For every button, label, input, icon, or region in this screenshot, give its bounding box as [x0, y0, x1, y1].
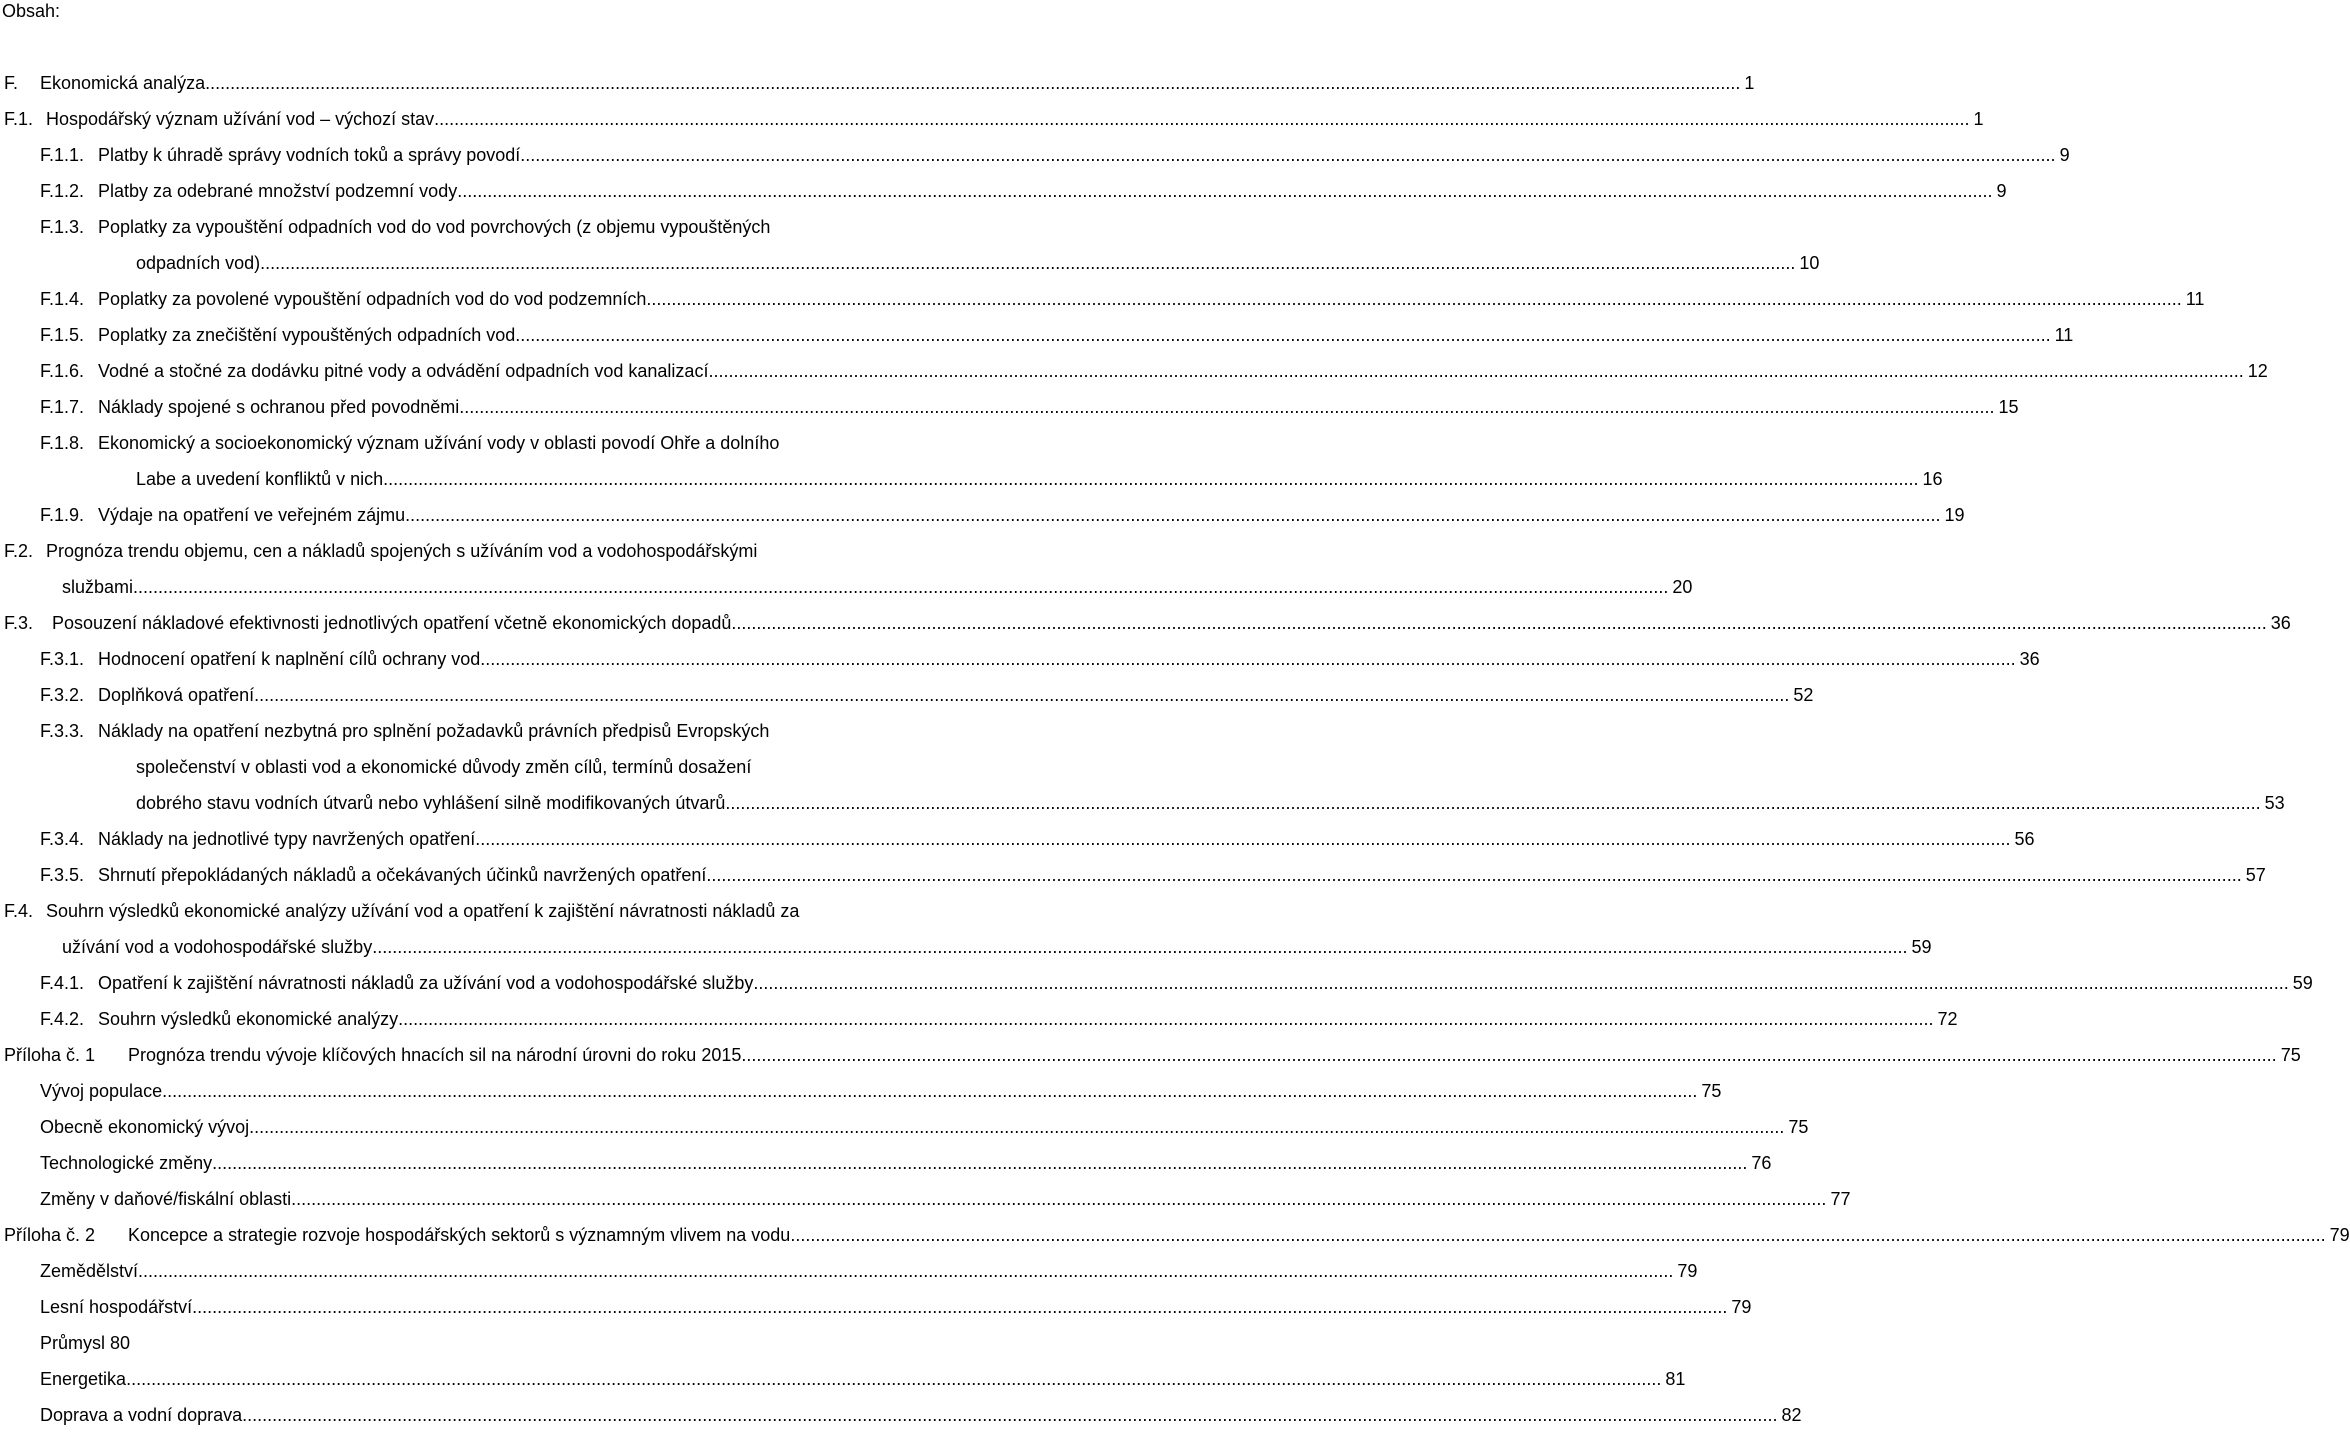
toc-entry[interactable] [40, 1186, 1851, 1212]
toc-entry-title: společenství v oblasti vod a ekonomické důvody změn cílů, termínů dosažení [136, 757, 752, 777]
toc-entry-number: Příloha č. 2 [4, 1225, 96, 1245]
toc-entry-title: Posouzení nákladové efektivnosti jednotlivých opatření včetně ekonomických dopadů [52, 613, 732, 633]
toc-page-number: 59 [2292, 973, 2313, 993]
toc-dot-leader [706, 862, 2241, 888]
toc-entry[interactable] [4, 898, 957, 924]
toc-entry-title: Náklady spojené s ochranou před povodněmi [98, 397, 460, 417]
toc-dot-leader [457, 178, 1992, 204]
toc-dot-leader [205, 70, 1740, 96]
toc-entry-title: Platby za odebrané množství podzemní vody [98, 181, 458, 201]
toc-page-number: 57 [2245, 865, 2266, 885]
toc-dot-leader [790, 1222, 2325, 1248]
toc-entry-number: F.1.7. [40, 397, 85, 417]
toc-page-number: 9 [1996, 181, 2007, 201]
toc-entry[interactable] [4, 106, 1984, 132]
toc-dot-leader [459, 394, 1994, 420]
toc-entry-number: F.1.6. [40, 361, 85, 381]
toc-dot-leader [741, 1042, 2276, 1068]
toc-dot-leader [260, 250, 1795, 276]
toc-entry-title: Labe a uvedení konfliktů v nich [136, 469, 384, 489]
toc-dot-leader [480, 646, 2015, 672]
toc-page-number: 11 [2054, 325, 2074, 345]
toc-entry-title: Zemědělství [40, 1261, 139, 1281]
toc-page-number: 79 [2329, 1225, 2350, 1245]
toc-entry-title: dobrého stavu vodních útvarů nebo vyhlášení silně modifikovaných útvarů [136, 793, 726, 813]
toc-entry[interactable] [40, 1402, 1802, 1428]
toc-page-number: 75 [1788, 1117, 1809, 1137]
toc-page-number: 15 [1998, 397, 2019, 417]
toc-entry-title: Poplatky za povolené vypouštění odpadních vod do vod podzemních [98, 289, 647, 309]
toc-dot-leader [126, 1366, 1661, 1392]
toc-entry[interactable] [136, 754, 957, 780]
toc-entry-number: Příloha č. 1 [4, 1045, 96, 1065]
toc-dot-leader [254, 682, 1789, 708]
toc-dot-leader [708, 358, 2243, 384]
toc-entry[interactable] [40, 1114, 1809, 1140]
toc-entry-title: Doplňková opatření [98, 685, 255, 705]
toc-entry[interactable] [40, 862, 2266, 888]
toc-dot-leader [291, 1186, 1826, 1212]
toc-page-number: 56 [2014, 829, 2035, 849]
toc-page-number: 19 [1944, 505, 1965, 525]
toc-entry[interactable] [4, 610, 2291, 636]
toc-page-number: 20 [1672, 577, 1693, 597]
toc-entry[interactable] [40, 502, 1965, 528]
toc-entry[interactable] [40, 1294, 1752, 1320]
toc-entry-title: Vývoj populace [40, 1081, 163, 1101]
toc-entry[interactable] [136, 250, 1820, 276]
toc-entry[interactable] [40, 1330, 957, 1356]
toc-dot-leader [515, 322, 2050, 348]
toc-entry-number: F.1. [4, 109, 34, 129]
toc-page-number: 59 [1911, 937, 1932, 957]
toc-page-number: 36 [2019, 649, 2040, 669]
toc-entry-title: Ekonomická analýza [40, 73, 206, 93]
toc-page-number: 36 [2270, 613, 2291, 633]
toc-page-number: 81 [1665, 1369, 1686, 1389]
toc-entry-title: Souhrn výsledků ekonomické analýzy [98, 1009, 399, 1029]
toc-entry-title: Výdaje na opatření ve veřejném zájmu [98, 505, 406, 525]
toc-page-number: 72 [1937, 1009, 1958, 1029]
toc-entry-number: F.1.3. [40, 217, 85, 237]
toc-entry[interactable] [40, 430, 957, 456]
toc-entry-number: F.3.4. [40, 829, 85, 849]
toc-entry-title: Energetika [40, 1369, 127, 1389]
toc-entry[interactable] [40, 646, 2040, 672]
toc-entry-title: Vodné a stočné za dodávku pitné vody a odvádění odpadních vod kanalizací [98, 361, 709, 381]
toc-entry-title: Platby k úhradě správy vodních toků a správy povodí [98, 145, 521, 165]
toc-entry[interactable] [40, 1078, 1722, 1104]
toc-entry[interactable] [62, 574, 1693, 600]
toc-entry-title: Obecně ekonomický vývoj [40, 1117, 250, 1137]
toc-entry-number: F.3. [4, 613, 34, 633]
toc-entry-number: F.1.2. [40, 181, 85, 201]
toc-dot-leader [753, 970, 2288, 996]
toc-entry[interactable] [40, 1150, 1772, 1176]
toc-entry-title: Poplatky za vypouštění odpadních vod do vod povrchových (z objemu vypouštěných [98, 217, 771, 237]
toc-page-number: 75 [1701, 1081, 1722, 1101]
toc-entry-number: F.4.1. [40, 973, 85, 993]
toc-entry-number: F.4.2. [40, 1009, 85, 1029]
toc-entry[interactable] [136, 790, 2285, 816]
toc-entry-number: F.3.2. [40, 685, 85, 705]
toc-page-number: 76 [1751, 1153, 1772, 1173]
toc-entry-title: Prognóza trendu objemu, cen a nákladů spojených s užíváním vod a vodohospodářskými [46, 541, 758, 561]
toc-dot-leader [520, 142, 2055, 168]
toc-entry-number: F.1.8. [40, 433, 85, 453]
toc-entry-title: Poplatky za znečištění vypouštěných odpadních vod [98, 325, 516, 345]
toc-entry-number: F.1.9. [40, 505, 85, 525]
toc-entry-number: F.3.5. [40, 865, 85, 885]
toc-entry[interactable] [40, 178, 2007, 204]
toc-entry-title: Ekonomický a socioekonomický význam užívání vody v oblasti povodí Ohře a dolního [98, 433, 780, 453]
toc-entry[interactable] [4, 70, 1755, 96]
toc-entry-title: Lesní hospodářství [40, 1297, 193, 1317]
toc-entry-number: F.3.1. [40, 649, 85, 669]
toc-entry-title: Průmysl 80 [40, 1333, 131, 1353]
toc-entry[interactable] [40, 1366, 1686, 1392]
toc-entry[interactable] [40, 322, 2074, 348]
toc-page-number: 53 [2264, 793, 2285, 813]
toc-dot-leader [192, 1294, 1727, 1320]
toc-entry[interactable] [4, 1042, 2301, 1068]
toc-entry[interactable] [40, 142, 2070, 168]
toc-dot-leader [475, 826, 2010, 852]
toc-entry-title: užívání vod a vodohospodářské služby [62, 937, 373, 957]
toc-entry-title: Technologické změny [40, 1153, 213, 1173]
toc-dot-leader [242, 1402, 1777, 1428]
toc-entry-title: Náklady na jednotlivé typy navržených opatření [98, 829, 476, 849]
toc-dot-leader [249, 1114, 1784, 1140]
toc-entry[interactable] [40, 214, 957, 240]
toc-entry-title: Hospodářský význam užívání vod – výchozí stav [46, 109, 435, 129]
toc-entry-number: F.4. [4, 901, 34, 921]
toc-entry-title: Hodnocení opatření k naplnění cílů ochrany vod [98, 649, 481, 669]
toc-page-number: 10 [1799, 253, 1820, 273]
toc-entry-title: Doprava a vodní doprava [40, 1405, 243, 1425]
toc-dot-leader [383, 466, 1918, 492]
toc-page-number: 1 [1744, 73, 1755, 93]
toc-page-number: 11 [2185, 289, 2205, 309]
toc-dot-leader [725, 790, 2260, 816]
toc-entry[interactable] [40, 682, 1814, 708]
toc-entry-title: Prognóza trendu vývoje klíčových hnacích sil na národní úrovni do roku 2015 [128, 1045, 742, 1065]
toc-dot-leader [646, 286, 2181, 312]
toc-dot-leader [434, 106, 1969, 132]
toc-dot-leader [372, 934, 1907, 960]
toc-entry-title: Shrnutí přepokládaných nákladů a očekávaných účinků navržených opatření [98, 865, 707, 885]
toc-entry[interactable] [62, 934, 1932, 960]
toc-entry-number: F. [4, 73, 19, 93]
toc-entry[interactable] [40, 970, 2313, 996]
toc-entry-number: F.1.4. [40, 289, 85, 309]
toc-page-number: 79 [1677, 1261, 1698, 1281]
toc-entry-title: Koncepce a strategie rozvoje hospodářských sektorů s významným vlivem na vodu [128, 1225, 791, 1245]
toc-page-number: 1 [1973, 109, 1984, 129]
toc-entry[interactable] [40, 286, 2205, 312]
toc-page-number: 79 [1731, 1297, 1752, 1317]
toc-page-number: 16 [1922, 469, 1943, 489]
toc-entry-title: Náklady na opatření nezbytná pro splnění požadavků právních předpisů Evropských [98, 721, 770, 741]
toc-entry[interactable] [40, 1006, 1958, 1032]
toc-entry-title: Opatření k zajištění návratnosti nákladů za užívání vod a vodohospodářské služby [98, 973, 754, 993]
toc-entry[interactable] [40, 826, 2035, 852]
toc-entry[interactable] [40, 718, 957, 744]
toc-entry-number: F.3.3. [40, 721, 85, 741]
toc-entry[interactable] [40, 1258, 1698, 1284]
toc-dot-leader [398, 1006, 1933, 1032]
toc-dot-leader [212, 1150, 1747, 1176]
toc-entry-title: Změny v daňové/fiskální oblasti [40, 1189, 292, 1209]
toc-dot-leader [731, 610, 2266, 636]
toc-dot-leader [133, 574, 1668, 600]
toc-dot-leader [162, 1078, 1697, 1104]
toc-entry[interactable] [40, 358, 2268, 384]
toc-entry-number: F.2. [4, 541, 34, 561]
toc-page-number: 9 [2059, 145, 2070, 165]
toc-entry-title: Souhrn výsledků ekonomické analýzy užívání vod a opatření k zajištění návratnosti nákladů za [46, 901, 800, 921]
toc-entry[interactable] [136, 466, 1943, 492]
toc-page-number: 12 [2247, 361, 2268, 381]
toc-entry[interactable] [4, 538, 957, 564]
toc-entry-title: odpadních vod) [136, 253, 261, 273]
toc-page-number: 77 [1830, 1189, 1851, 1209]
toc-entry[interactable] [40, 394, 2019, 420]
toc-dot-leader [138, 1258, 1673, 1284]
toc-page-number: 75 [2280, 1045, 2301, 1065]
toc-entry-number: F.1.1. [40, 145, 85, 165]
toc-page-number: 52 [1793, 685, 1814, 705]
toc-entry-title: službami [62, 577, 134, 597]
toc-heading: Obsah: [2, 1, 61, 21]
toc-dot-leader [405, 502, 1940, 528]
toc-page-number: 82 [1781, 1405, 1802, 1425]
toc-entry-number: F.1.5. [40, 325, 85, 345]
toc-entry[interactable] [4, 1222, 2350, 1248]
